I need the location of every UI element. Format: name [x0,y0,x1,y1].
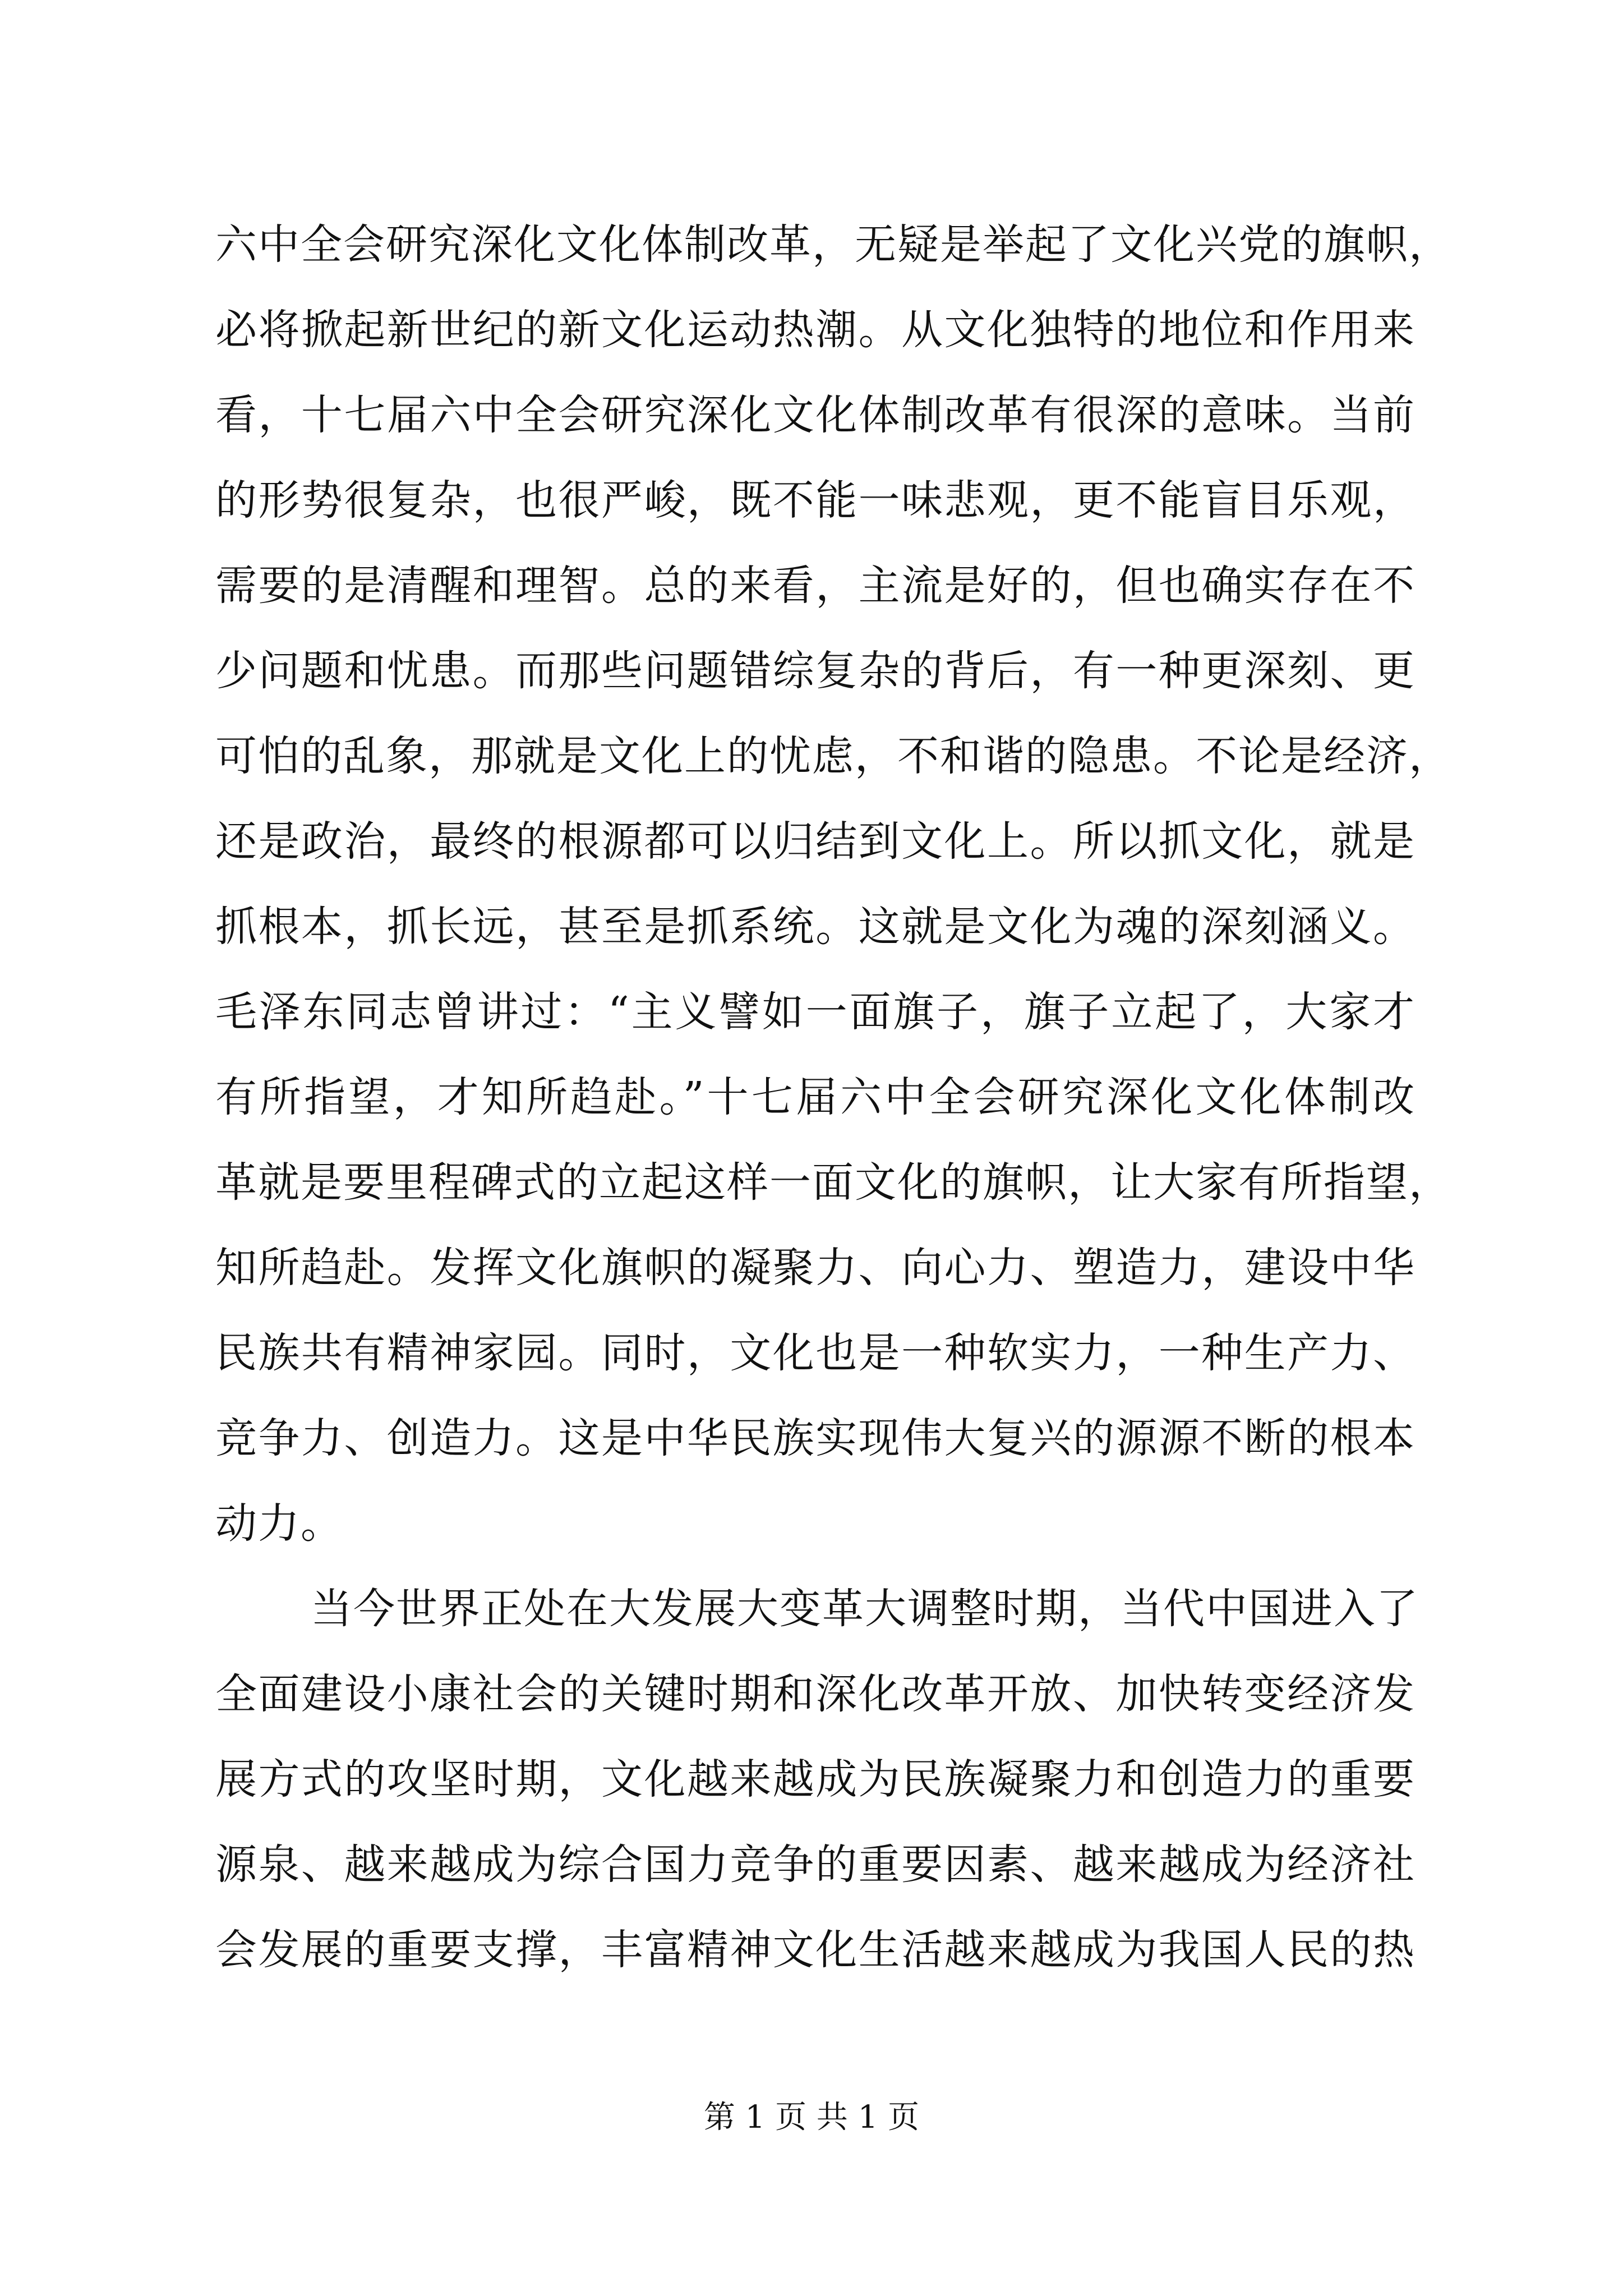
text-line: 还是政治，最终的根源都可以归结到文化上。所以抓文化，就是 [215,817,1415,866]
text-line: 六中全会研究深化文化体制改革，无疑是举起了文化兴党的旗帜， [215,220,1451,269]
text-line: 展方式的攻坚时期，文化越来越成为民族凝聚力和创造力的重要 [215,1755,1415,1803]
text-line: 看，十七届六中全会研究深化文化体制改革有很深的意味。当前 [215,391,1415,439]
text-line: 革就是要里程碑式的立起这样一面文化的旗帜，让大家有所指望， [215,1158,1451,1207]
text-line: 的形势很复杂，也很严峻，既不能一味悲观，更不能盲目乐观， [215,476,1415,524]
text-line: 抓根本，抓长远，甚至是抓系统。这就是文化为魂的深刻涵义。 [215,903,1415,951]
text-line: 毛泽东同志曾讲过：“主义譬如一面旗子，旗子立起了，大家才 [215,988,1415,1036]
text-line: 少问题和忧患。而那些问题错综复杂的背后，有一种更深刻、更 [215,647,1415,695]
text-line: 有所指望，才知所趋赴。”十七届六中全会研究深化文化体制改 [215,1073,1415,1121]
text-line: 会发展的重要支撑，丰富精神文化生活越来越成为我国人民的热 [215,1926,1415,1974]
text-line: 可怕的乱象，那就是文化上的忧虑，不和谐的隐患。不论是经济， [215,732,1451,780]
paragraph-1 [215,202,1451,1566]
text-line: 当今世界正处在大发展大变革大调整时期，当代中国进入了 [311,1585,1419,1633]
paragraph-2 [215,1566,1419,1993]
text-line: 竞争力、创造力。这是中华民族实现伟大复兴的源源不断的根本 [215,1414,1415,1462]
text-line: 动力。 [215,1499,343,1548]
text-line: 源泉、越来越成为综合国力竞争的重要因素、越来越成为经济社 [215,1841,1415,1889]
text-line: 全面建设小康社会的关键时期和深化改革开放、加快转变经济发 [215,1670,1415,1718]
text-line: 知所趋赴。发挥文化旗帜的凝聚力、向心力、塑造力，建设中华 [215,1244,1415,1292]
page-footer: 第 1 页 共 1 页 [703,2099,920,2136]
text-line: 需要的是清醒和理智。总的来看，主流是好的，但也确实存在不 [215,562,1415,610]
document-body [215,202,1451,1993]
text-line: 必将掀起新世纪的新文化运动热潮。从文化独特的地位和作用来 [215,306,1415,354]
text-line: 民族共有精神家园。同时，文化也是一种软实力，一种生产力、 [215,1329,1415,1377]
